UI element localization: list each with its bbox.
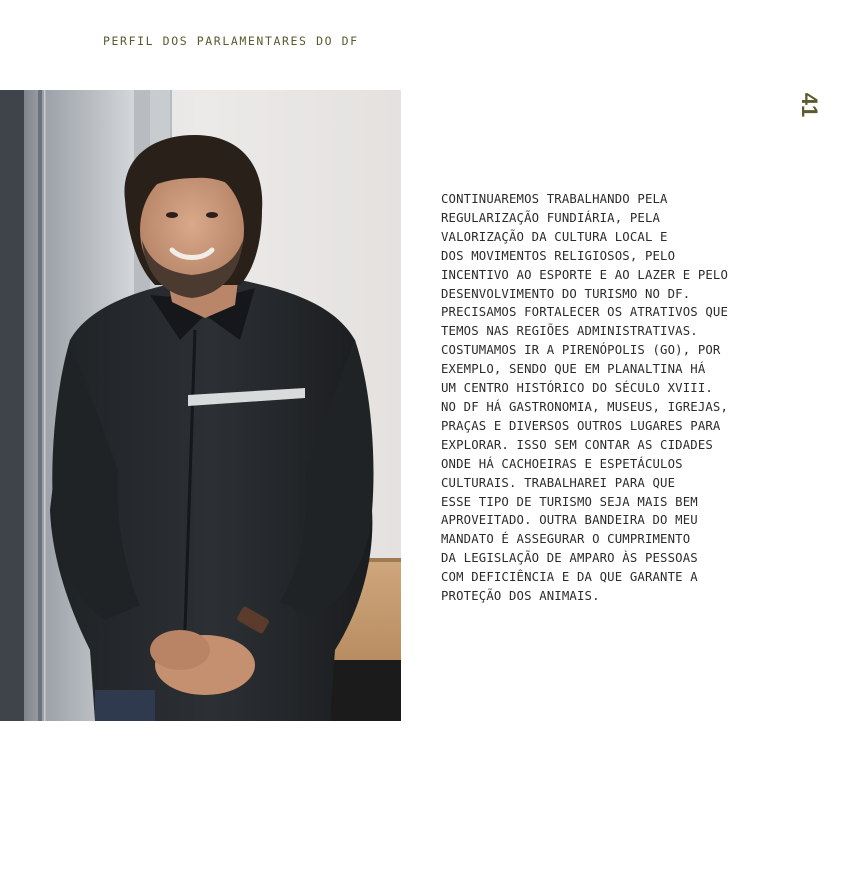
- text-line: COSTUMAMOS IR A PIRENÓPOLIS (GO), POR: [441, 343, 721, 358]
- text-line: NO DF HÁ GASTRONOMIA, MUSEUS, IGREJAS,: [441, 399, 729, 414]
- text-line: ESSE TIPO DE TURISMO SEJA MAIS BEM: [441, 494, 698, 509]
- portrait-photo: [0, 90, 401, 721]
- text-line: EXEMPLO, SENDO QUE EM PLANALTINA HÁ: [441, 362, 706, 377]
- body-paragraph: [441, 190, 776, 606]
- text-line: PRECISAMOS FORTALECER OS ATRATIVOS QUE: [441, 305, 729, 320]
- text-line: REGULARIZAÇÃO FUNDIÁRIA, PELA: [441, 210, 661, 225]
- text-line: DESENVOLVIMENTO DO TURISMO NO DF.: [441, 286, 691, 301]
- text-line: APROVEITADO. OUTRA BANDEIRA DO MEU: [441, 513, 698, 528]
- text-line: CONTINUAREMOS TRABALHANDO PELA: [441, 192, 668, 206]
- page-number-label: 41: [796, 92, 822, 118]
- page-number: [795, 90, 823, 120]
- text-line: ONDE HÁ CACHOEIRAS E ESPETÁCULOS: [441, 456, 683, 471]
- text-line: INCENTIVO AO ESPORTE E AO LAZER E PELO: [441, 267, 729, 282]
- text-line: DA LEGISLAÇÃO DE AMPARO ÀS PESSOAS: [441, 551, 698, 566]
- text-line: EXPLORAR. ISSO SEM CONTAR AS CIDADES: [441, 437, 713, 452]
- text-line: PROTEÇÃO DOS ANIMAIS.: [441, 589, 600, 604]
- running-header: PERFIL DOS PARLAMENTARES DO DF: [103, 34, 359, 48]
- text-line: MANDATO É ASSEGURAR O CUMPRIMENTO: [441, 532, 691, 547]
- text-line: UM CENTRO HISTÓRICO DO SÉCULO XVIII.: [441, 381, 713, 396]
- text-line: CULTURAIS. TRABALHAREI PARA QUE: [441, 475, 676, 490]
- text-line: COM DEFICIÊNCIA E DA QUE GARANTE A: [441, 570, 698, 585]
- text-line: TEMOS NAS REGIÕES ADMINISTRATIVAS.: [441, 324, 698, 339]
- text-line: DOS MOVIMENTOS RELIGIOSOS, PELO: [441, 248, 676, 263]
- text-line: PRAÇAS E DIVERSOS OUTROS LUGARES PARA: [441, 418, 721, 433]
- text-line: VALORIZAÇÃO DA CULTURA LOCAL E: [441, 229, 668, 244]
